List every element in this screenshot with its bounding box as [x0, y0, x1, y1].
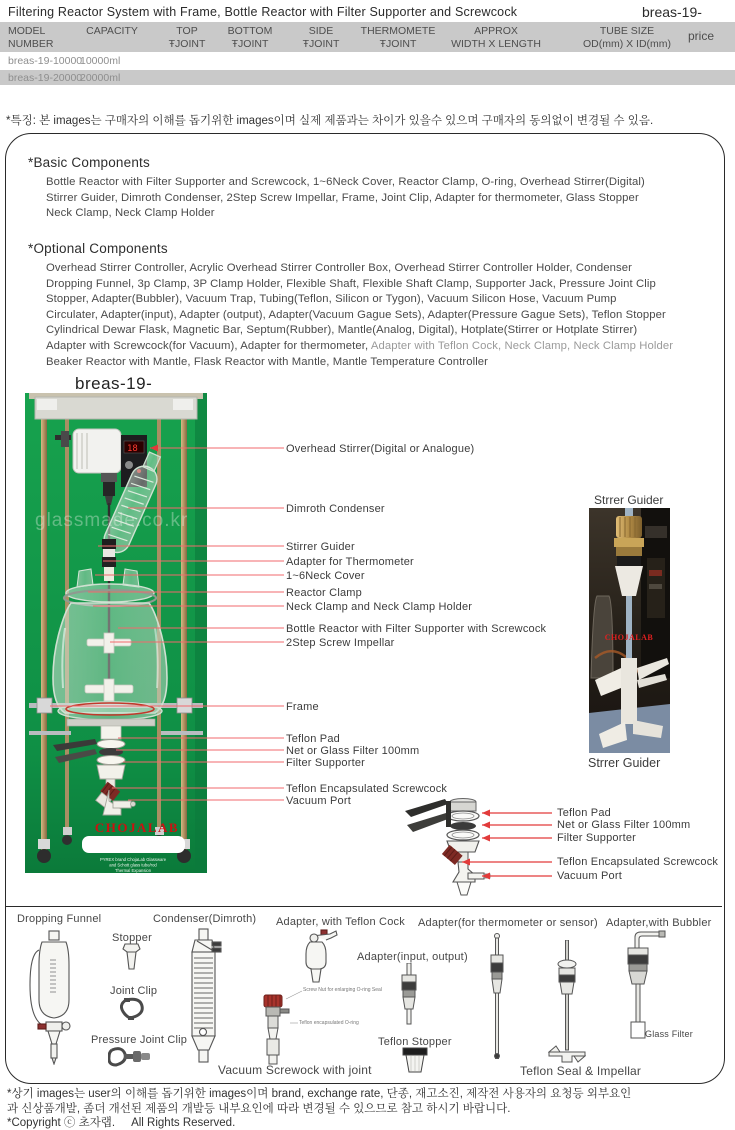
- optional-components-text: Overhead Stirrer Controller, Acrylic Overhead Stirrer Controller Box, Overhead Stirrer Controller Holder, Condenser Dropping Funnel, 3p Clamp, 3P Clamp Holder, Flexible Shaft, Flexible Shaft Clamp, Supporter Jack, Pressure Joint Clip Stopper, Adapter(Bubbler), Vacuum Trap, Tubing(Teflon, Silicon or Tygon), Vacuum Silicon Hose, Vacuum Pump Circulater, Adapter(input), Adapter (output), Adapter(Vacuum Gague Sets), Adapter(Pressure Gague Sets), Teflon Stopper Cylindrical Dewar Flask, Magnetic Bar, Septum(Rubber), Mantle(Analog, Digital), Hotplate(Stirrer or Hotplate Stirrer) Adapter with Screwcock(for Vacuum), Adapter for thermometer, Adapter with Teflon Cock, Neck Clamp, Neck Clamp Holder Beaker Reactor with Mantle, Flask Reactor with Mantle, Mantle Temperature Controller: [46, 262, 674, 368]
- label-reactor-clamp: Reactor Clamp: [286, 587, 362, 599]
- col-tube-size: TUBE SIZE OD(mm) X ID(mm): [582, 25, 672, 50]
- label-teflon-pad: Teflon Pad: [286, 733, 340, 745]
- flabel-filter-supporter: Filter Supporter: [557, 832, 637, 844]
- flabel-teflon-pad: Teflon Pad: [557, 807, 611, 819]
- caption-teflon-seal: Teflon Seal & Impellar: [520, 1064, 642, 1078]
- flabel-teflon-screwcock: Teflon Encapsulated Screwcock: [557, 856, 719, 868]
- col-bottom-joint: BOTTOM ŦJOINT: [227, 25, 273, 50]
- col-thermometer-joint: THERMOMETE ŦJOINT: [360, 25, 436, 50]
- basic-components-heading: *Basic Components: [28, 155, 150, 170]
- caption-vacuum-screwcock: Vacuum Screwock with joint: [218, 1063, 372, 1077]
- svg-text:Thermal Expansion: Thermal Expansion: [114, 868, 152, 873]
- basic-components-text: Bottle Reactor with Filter Supporter and Screwcock, 1~6Neck Cover, Reactor Clamp, O-ring, Overhead Stirrer(Digital) Stirrer Guider, Dimroth Condenser, 2Step Screw Impellar, Frame, Joint Clip, Adapter for thermometer, Glass Stopper Neck Clamp, Neck Clamp Holder: [46, 176, 645, 220]
- stirrer-guider-caption: Strrer Guider: [588, 756, 661, 770]
- caption-adapter-io: Adapter(input, output): [357, 951, 468, 963]
- flabel-vacuum-port: Vacuum Port: [557, 870, 622, 882]
- vacuum-screwcock-illustration: [262, 993, 292, 1065]
- pressure-joint-clip-illustration: [108, 1046, 152, 1068]
- copyright-line: *Copyright ⓒ 초자랩. All Rights Reserved.: [7, 1117, 236, 1129]
- teflon-stopper-illustration: [400, 1047, 430, 1074]
- adapter-teflon-cock-illustration: [298, 928, 338, 984]
- stirrer-guider-photo: [589, 508, 670, 753]
- model-number-cell: breas-19-20000: [8, 72, 83, 84]
- table-row: [0, 70, 735, 85]
- svg-text:and Schott glass tube/rod: and Schott glass tube/rod: [109, 862, 157, 868]
- joint-clip-illustration: [120, 997, 145, 1021]
- label-dimroth-condenser: Dimroth Condenser: [286, 503, 385, 515]
- dropping-funnel-illustration: [28, 930, 80, 1065]
- table-row: [0, 53, 735, 68]
- adapter-thermo-illustration: [488, 933, 506, 1059]
- section-divider: [6, 906, 722, 907]
- label-net-glass-filter: Net or Glass Filter 100mm: [286, 745, 420, 757]
- page-title: Filtering Reactor System with Frame, Bottle Reactor with Filter Supporter and Screwcock: [8, 5, 518, 19]
- model-prefix-code: breas-19-: [642, 4, 702, 20]
- condenser-illustration: [185, 928, 223, 1064]
- note-screw-nut: Screw Nut for enlarging O-ring Seal: [303, 987, 382, 993]
- svg-text:CHOJALAB: CHOJALAB: [604, 633, 654, 642]
- col-approx-size: APPROX WIDTH X LENGTH: [451, 25, 541, 50]
- caption-stopper: Stopper: [112, 932, 152, 944]
- model-number-cell: breas-19-10000: [8, 55, 83, 67]
- label-bottle-reactor: Bottle Reactor with Filter Supporter with Screwcock: [286, 623, 547, 635]
- flabel-net-glass-filter: Net or Glass Filter 100mm: [557, 819, 691, 831]
- caption-adapter-teflon-cock: Adapter, with Teflon Cock: [276, 916, 405, 928]
- label-overhead-stirrer: Overhead Stirrer(Digital or Analogue): [286, 443, 475, 455]
- col-top-joint: TOP ŦJOINT: [168, 25, 206, 50]
- note-teflon-oring: Teflon encapsulated O-ring: [299, 1020, 359, 1026]
- label-frame: Frame: [286, 701, 319, 713]
- caption-pressure-joint-clip: Pressure Joint Clip: [91, 1034, 188, 1046]
- caption-glass-filter: Glass Filter: [645, 1029, 693, 1039]
- stopper-illustration: [118, 943, 145, 971]
- svg-text:PYREX brand ChojaLab Glassware: PYREX brand ChojaLab Glassware: [99, 857, 167, 862]
- svg-text:18: 18: [127, 444, 138, 454]
- label-filter-supporter: Filter Supporter: [286, 757, 366, 769]
- col-capacity: CAPACITY: [86, 25, 138, 37]
- adapter-bubbler-illustration: [615, 930, 667, 1044]
- filter-assembly-diagram: [405, 783, 545, 905]
- col-side-joint: SIDE ŦJOINT: [302, 25, 340, 50]
- label-teflon-screwcock: Teflon Encapsulated Screwcock: [286, 783, 448, 795]
- adapter-io-illustration: [398, 963, 420, 1025]
- col-price: price: [688, 29, 715, 43]
- label-stirrer-guider: Stirrer Guider: [286, 541, 355, 553]
- reactor-system-photo: [25, 393, 207, 873]
- teflon-seal-impellar-illustration: [548, 940, 586, 1068]
- feature-note: *특징: 본 images는 구매자의 이해를 돕기위한 images이며 실제 제품과는 차이가 있을수 있으며 구매자의 동의없이 변경될 수 있음.: [6, 115, 654, 127]
- caption-joint-clip: Joint Clip: [110, 985, 158, 997]
- stirrer-guider-title: Strrer Guider: [594, 493, 664, 507]
- label-vacuum-port: Vacuum Port: [286, 795, 351, 807]
- caption-adapter-bubbler: Adapter,with Bubbler: [606, 917, 712, 929]
- label-neck-cover: 1~6Neck Cover: [286, 570, 365, 582]
- label-adapter-thermometer: Adapter for Thermometer: [286, 556, 414, 568]
- svg-text:glassmade.co.kr: glassmade.co.kr: [35, 510, 189, 531]
- caption-teflon-stopper: Teflon Stopper: [378, 1036, 452, 1048]
- spec-table-header: [0, 22, 735, 52]
- caption-adapter-thermo: Adapter(for thermometer or sensor): [418, 917, 598, 929]
- capacity-cell: 10000ml: [80, 55, 121, 67]
- caption-condenser: Condenser(Dimroth): [153, 913, 257, 925]
- capacity-cell: 20000ml: [80, 72, 121, 84]
- col-model-number: MODEL NUMBER: [8, 25, 54, 50]
- footer-disclaimer: *상기 images는 user의 이해를 돕기위한 images이며 brand, exchange rate, 단종, 재고소진, 제작전 사용자의 요청등 외부요인 과 신상품개발, 좀더 개선된 제품의 개발등 내부요인에 따라 변경될 수 있으므로 참고 하시기 바랍니다.: [7, 1088, 632, 1115]
- label-neck-clamp: Neck Clamp and Neck Clamp Holder: [286, 601, 473, 613]
- label-screw-impellar: 2Step Screw Impellar: [286, 637, 395, 649]
- svg-text:CHOJALAB: CHOJALAB: [94, 820, 180, 835]
- optional-components-heading: *Optional Components: [28, 241, 168, 256]
- caption-dropping-funnel: Dropping Funnel: [17, 913, 102, 925]
- model-heading: breas-19-: [75, 374, 153, 393]
